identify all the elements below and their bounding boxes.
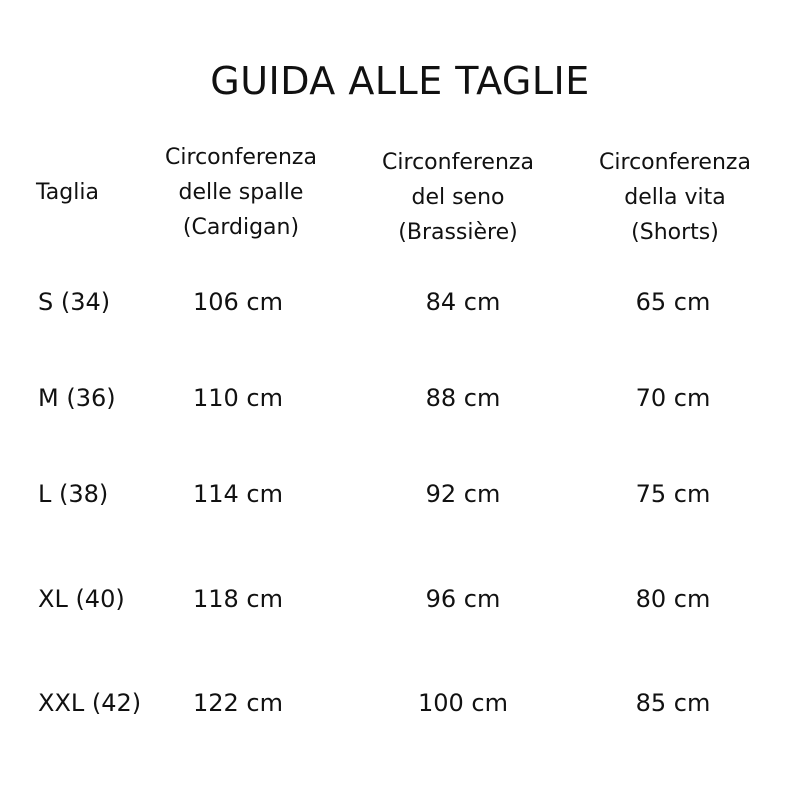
header-bust-circumference — [357, 145, 559, 250]
header-shoulder-circumference — [140, 140, 342, 245]
row-size: XL (40) — [38, 585, 125, 613]
row-shoulder-value: 106 cm — [192, 288, 283, 316]
header-line: (Brassière) — [398, 220, 518, 245]
row-bust-value: 84 cm — [425, 288, 501, 316]
header-line: (Shorts) — [631, 220, 719, 245]
row-bust-value: 96 cm — [425, 585, 501, 613]
row-size: M (36) — [38, 384, 116, 412]
row-shoulder-value: 110 cm — [192, 384, 283, 412]
row-shoulder-value: 118 cm — [192, 585, 283, 613]
row-shoulder-value: 122 cm — [192, 689, 283, 717]
row-waist-value: 65 cm — [635, 288, 711, 316]
header-line: delle spalle — [178, 180, 304, 205]
header-line: del seno — [411, 185, 505, 210]
row-waist-value: 80 cm — [635, 585, 711, 613]
header-waist-circumference — [574, 145, 776, 250]
header-line: Circonferenza — [165, 145, 317, 170]
header-line: Circonferenza — [382, 150, 534, 175]
header-line: Circonferenza — [599, 150, 751, 175]
row-waist-value: 85 cm — [635, 689, 711, 717]
row-size: S (34) — [38, 288, 111, 316]
row-size: L (38) — [38, 480, 109, 508]
row-bust-value: 100 cm — [417, 689, 508, 717]
row-bust-value: 92 cm — [425, 480, 501, 508]
page-title: GUIDA ALLE TAGLIE — [210, 59, 590, 103]
row-waist-value: 75 cm — [635, 480, 711, 508]
header-line: della vita — [624, 185, 726, 210]
header-line: (Cardigan) — [182, 215, 300, 240]
row-size: XXL (42) — [38, 689, 142, 717]
row-shoulder-value: 114 cm — [192, 480, 283, 508]
row-waist-value: 70 cm — [635, 384, 711, 412]
row-bust-value: 88 cm — [425, 384, 501, 412]
header-size: Taglia — [36, 180, 99, 205]
